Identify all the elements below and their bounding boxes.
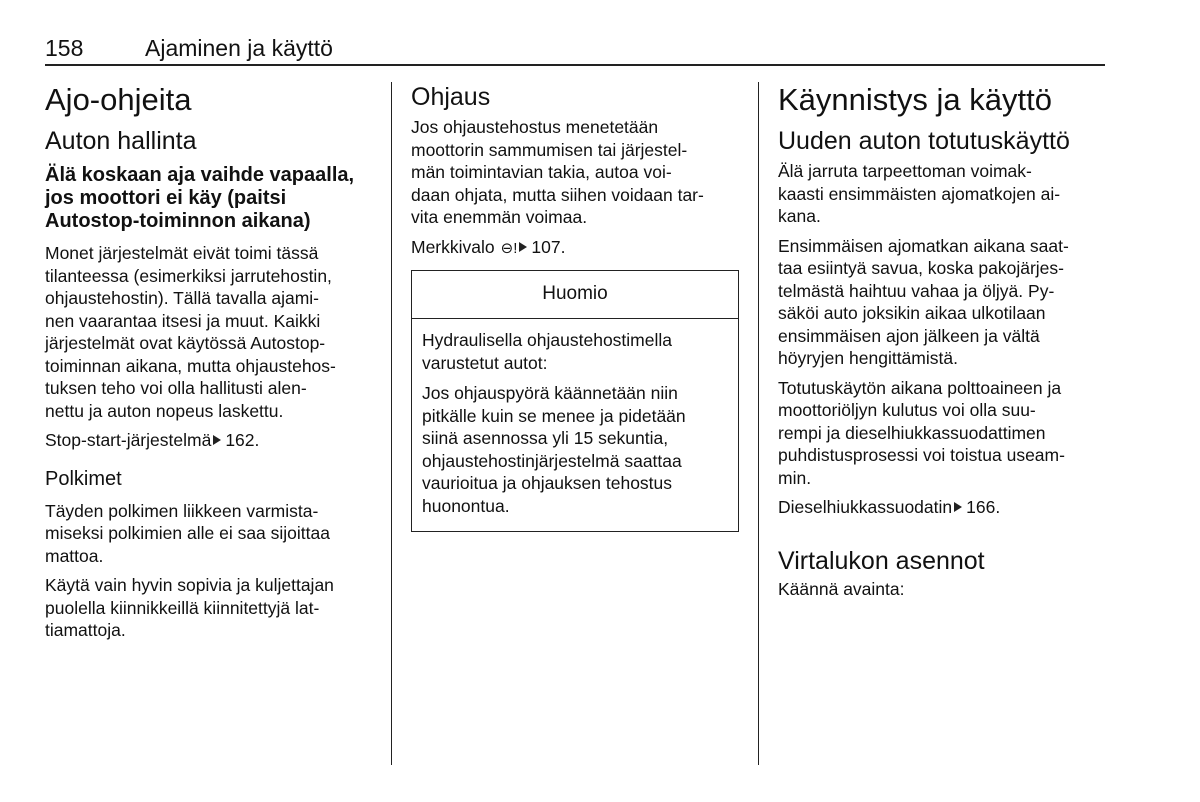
cross-reference[interactable]: Dieselhiukkassuodatin 166.	[778, 497, 1001, 517]
page-ref-arrow-icon	[213, 435, 221, 445]
steering-warning-icon: ⊖!	[500, 239, 518, 257]
paragraph: Hydraulisella ohjaustehostimella varustetut autot:	[422, 330, 672, 373]
page-ref-arrow-icon	[954, 502, 962, 512]
column-2	[411, 82, 741, 532]
page-number: 158	[45, 35, 84, 61]
subsection-title: Virtalukon asennot	[778, 546, 985, 575]
notice-body	[412, 319, 738, 531]
notice-box	[411, 270, 739, 532]
section-title: Ajo-ohjeita	[45, 82, 192, 117]
paragraph: Jos ohjauspyörä käännetään niin pitkälle kuin se menee ja pidetään siinä asennossa yli 15 sekuntia, ohjaustehostinjärjestelmä saattaa vaurioitua ja ohjauksen tehostus huonontua.	[422, 383, 686, 516]
paragraph: Totutuskäytön aikana polttoaineen ja moottoriöljyn kulutus voi olla suu- rempi ja dieselhiukkassuodattimen puhdistusprosessi voi toistua useam- min.	[778, 377, 1065, 488]
paragraph: Monet järjestelmät eivät toimi tässä tilanteessa (esimerkiksi jarrutehostin, ohjaustehostin). Tällä tavalla ajami- nen vaarantaa itsesi ja muut. Kaikki järjestelmät ovat käytössä Autostop- toiminnan aikana, mutta ohjaustehos- tuksen teho voi olla hallitusti alen- nettu ja auton nopeus laskettu.	[45, 243, 336, 421]
paragraph: Käytä vain hyvin sopivia ja kuljettajan puolella kiinnikkeillä kiinnitettyjä lat- tiamattoja.	[45, 575, 334, 640]
page-header	[45, 34, 1105, 66]
paragraph: Ensimmäisen ajomatkan aikana saat- taa esiintyä savua, koska pakojärjes- telmästä haihtuu vahaa ja öljyä. Py- säköi auto joksikin aikaa ulkotilaan ensimmäisen ajon jälkeen ja vältä höyryjen hengittämistä.	[778, 235, 1069, 368]
notice-title: Huomio	[412, 271, 738, 319]
section-title: Käynnistys ja käyttö	[778, 82, 1052, 117]
warning-heading: Älä koskaan aja vaihde vapaalla, jos moottori ei käy (paitsi Autostop-toiminnon aikana)	[45, 164, 355, 232]
paragraph: Älä jarruta tarpeettoman voimak- kaasti ensimmäisten ajomatkojen ai- kana.	[778, 161, 1061, 226]
subsection-title: Uuden auton totutuskäyttö	[778, 127, 1070, 155]
column-3	[778, 82, 1108, 607]
column-divider	[391, 82, 392, 765]
cross-reference[interactable]: Stop-start-järjestelmä 162.	[45, 430, 260, 450]
page-ref-arrow-icon	[519, 242, 527, 252]
cross-reference[interactable]: Merkkivalo ⊖! 107.	[411, 236, 741, 261]
paragraph: Käännä avainta:	[778, 578, 905, 599]
section-title: Ohjaus	[411, 83, 491, 111]
paragraph: Täyden polkimen liikkeen varmista- miseksi polkimien alle ei saa sijoittaa mattoa.	[45, 500, 330, 566]
subsection-title: Auton hallinta	[45, 127, 197, 155]
chapter-title: Ajaminen ja käyttö	[145, 35, 333, 61]
column-divider	[758, 82, 759, 765]
subheading: Polkimet	[45, 467, 122, 490]
paragraph: Jos ohjaustehostus menetetään moottorin sammumisen tai järjestel- män toimintavian takia, autoa voi- daan ohjata, mutta siihen voidaan tar- vita enemmän voimaa.	[411, 117, 704, 227]
column-1	[45, 82, 375, 649]
